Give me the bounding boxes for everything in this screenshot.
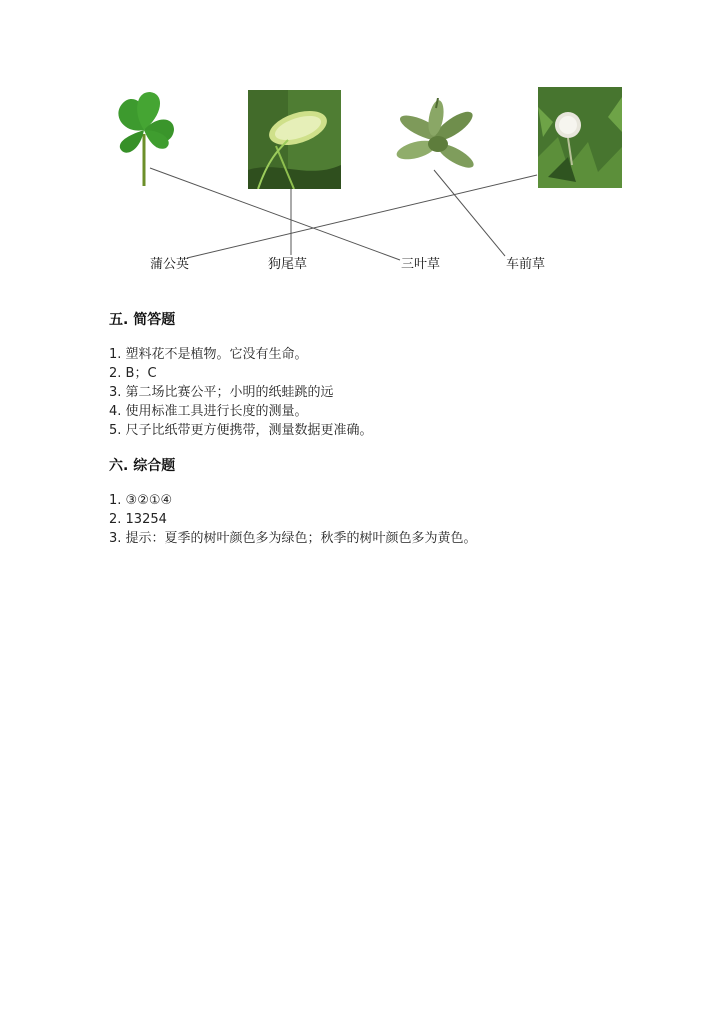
short-answer-3: 3. 第二场比赛公平；小明的纸蛙跳的远 — [109, 385, 334, 400]
comprehensive-answer-1: 1. ③②①④ — [109, 493, 173, 508]
plantain-image — [392, 98, 484, 178]
clover-image — [110, 86, 176, 188]
line-plantain-to-cheqiancao — [434, 170, 505, 256]
plant-matching-figure — [100, 80, 640, 280]
short-answer-2: 2. B；C — [109, 366, 157, 381]
dandelion-image — [538, 87, 622, 188]
label-gouweicao: 狗尾草 — [268, 257, 308, 272]
label-cheqiancao: 车前草 — [506, 257, 546, 272]
short-answer-1: 1. 塑料花不是植物。它没有生命。 — [109, 347, 308, 362]
label-sanyecao: 三叶草 — [401, 257, 441, 272]
foxtail-image — [248, 90, 341, 189]
short-answer-4: 4. 使用标准工具进行长度的测量。 — [109, 404, 308, 419]
section-title-comprehensive: 六. 综合题 — [109, 458, 176, 474]
comprehensive-answer-3: 3. 提示：夏季的树叶颜色多为绿色；秋季的树叶颜色多为黄色。 — [109, 531, 477, 546]
short-answer-5: 5. 尺子比纸带更方便携带，测量数据更准确。 — [109, 423, 373, 438]
label-pugongying: 蒲公英 — [150, 257, 190, 272]
section-title-short-answer: 五. 简答题 — [109, 312, 176, 328]
comprehensive-answer-2: 2. 13254 — [109, 512, 167, 527]
